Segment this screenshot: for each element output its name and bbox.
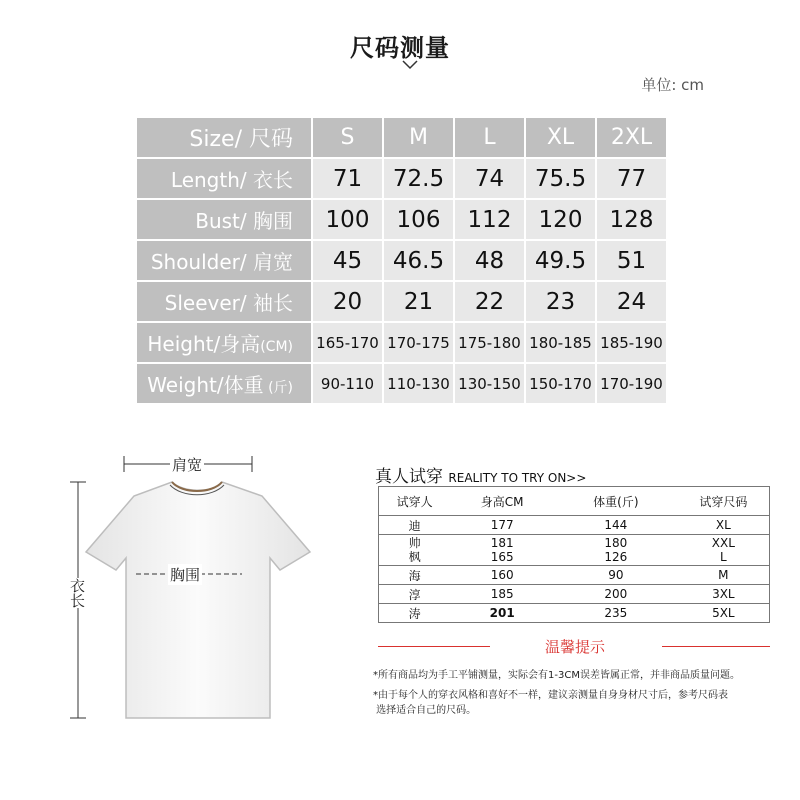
reality-cell: 涛	[379, 604, 451, 623]
size-value-cell: 112	[454, 199, 525, 240]
reality-cell: 185	[450, 585, 554, 604]
tshirt-illustration	[64, 448, 334, 728]
reality-cell: XL	[678, 516, 770, 535]
size-row-shoulder	[136, 240, 667, 281]
reality-cell: 3XL	[678, 585, 770, 604]
row-label: Bust/ 胸围	[136, 199, 312, 240]
size-row-bust	[136, 199, 667, 240]
size-value-cell: 49.5	[525, 240, 596, 281]
size-value-cell: 51	[596, 240, 667, 281]
size-value-cell: 165-170	[312, 322, 383, 363]
reality-cell: 180 126	[554, 535, 678, 566]
size-value-cell: 90-110	[312, 363, 383, 404]
reality-row	[379, 566, 770, 585]
size-value-cell: 185-190	[596, 322, 667, 363]
row-label: Height/身高(CM)	[136, 322, 312, 363]
size-value-cell: 75.5	[525, 158, 596, 199]
size-value-cell: 21	[383, 281, 454, 322]
size-row-sleeve	[136, 281, 667, 322]
row-label: Weight/体重 (斤)	[136, 363, 312, 404]
reality-cell: M	[678, 566, 770, 585]
chevron-down-icon	[402, 60, 418, 70]
reality-cell: 帅 枫	[379, 535, 451, 566]
size-header-cell: 2XL	[596, 117, 667, 158]
size-value-cell: 100	[312, 199, 383, 240]
size-header-cell: L	[454, 117, 525, 158]
reality-header-cell: 体重(斤)	[554, 487, 678, 516]
reality-cell: 177	[450, 516, 554, 535]
size-header-row	[136, 117, 667, 158]
size-value-cell: 22	[454, 281, 525, 322]
size-value-cell: 45	[312, 240, 383, 281]
length-label: 衣长	[68, 578, 86, 608]
reality-header-cell: 试穿尺码	[678, 487, 770, 516]
chest-label: 胸围	[170, 566, 201, 584]
size-value-cell: 170-190	[596, 363, 667, 404]
reality-row	[379, 585, 770, 604]
reality-cell: 160	[450, 566, 554, 585]
reality-title: 真人试穿 REALITY TO TRY ON>>	[375, 467, 587, 487]
reality-cell: 235	[554, 604, 678, 623]
reality-cell: 201	[450, 604, 554, 623]
reality-header-row	[379, 487, 770, 516]
reality-table	[378, 486, 770, 623]
size-value-cell: 24	[596, 281, 667, 322]
size-header-cell: XL	[525, 117, 596, 158]
size-row-weight	[136, 363, 667, 404]
note-line: 选择适合自己的尺码。	[373, 705, 477, 716]
size-value-cell: 23	[525, 281, 596, 322]
size-value-cell: 48	[454, 240, 525, 281]
size-value-cell: 175-180	[454, 322, 525, 363]
reality-header-cell: 试穿人	[379, 487, 451, 516]
tips-title: 温馨提示	[544, 638, 605, 656]
row-label: Shoulder/ 肩宽	[136, 240, 312, 281]
note-line: *由于每个人的穿衣风格和喜好不一样，建议亲测量自身身材尺寸后，参考尺码表	[373, 690, 728, 701]
size-chart-table	[135, 116, 668, 405]
reality-row	[379, 604, 770, 623]
size-value-cell: 180-185	[525, 322, 596, 363]
reality-cell: 淳	[379, 585, 451, 604]
size-header-cell: S	[312, 117, 383, 158]
tshirt-diagram	[64, 448, 334, 728]
size-value-cell: 77	[596, 158, 667, 199]
row-label: Sleever/ 袖长	[136, 281, 312, 322]
reality-header-cell: 身高CM	[450, 487, 554, 516]
size-header-cell: M	[383, 117, 454, 158]
size-value-cell: 120	[525, 199, 596, 240]
size-value-cell: 74	[454, 158, 525, 199]
reality-cell: 181 165	[450, 535, 554, 566]
size-value-cell: 170-175	[383, 322, 454, 363]
size-value-cell: 46.5	[383, 240, 454, 281]
size-value-cell: 20	[312, 281, 383, 322]
reality-row	[379, 516, 770, 535]
size-value-cell: 72.5	[383, 158, 454, 199]
size-row-length	[136, 158, 667, 199]
size-value-cell: 106	[383, 199, 454, 240]
reality-cell: 200	[554, 585, 678, 604]
reality-cell: 迪	[379, 516, 451, 535]
size-row-height	[136, 322, 667, 363]
size-value-cell: 128	[596, 199, 667, 240]
reality-cell: 90	[554, 566, 678, 585]
note-line: *所有商品均为手工平铺测量，实际会有1-3CM误差皆属正常，并非商品质量问题。	[373, 670, 740, 681]
row-label: Length/ 衣长	[136, 158, 312, 199]
reality-cell: 144	[554, 516, 678, 535]
reality-row	[379, 535, 770, 566]
page-title: 尺码测量	[350, 34, 450, 62]
size-value-cell: 71	[312, 158, 383, 199]
size-header-label: Size/ 尺码	[136, 117, 312, 158]
shoulder-label: 肩宽	[172, 456, 203, 474]
reality-cell: XXL L	[678, 535, 770, 566]
size-value-cell: 150-170	[525, 363, 596, 404]
unit-label: 单位: cm	[641, 76, 704, 94]
reality-cell: 海	[379, 566, 451, 585]
reality-cell: 5XL	[678, 604, 770, 623]
size-value-cell: 110-130	[383, 363, 454, 404]
size-value-cell: 130-150	[454, 363, 525, 404]
